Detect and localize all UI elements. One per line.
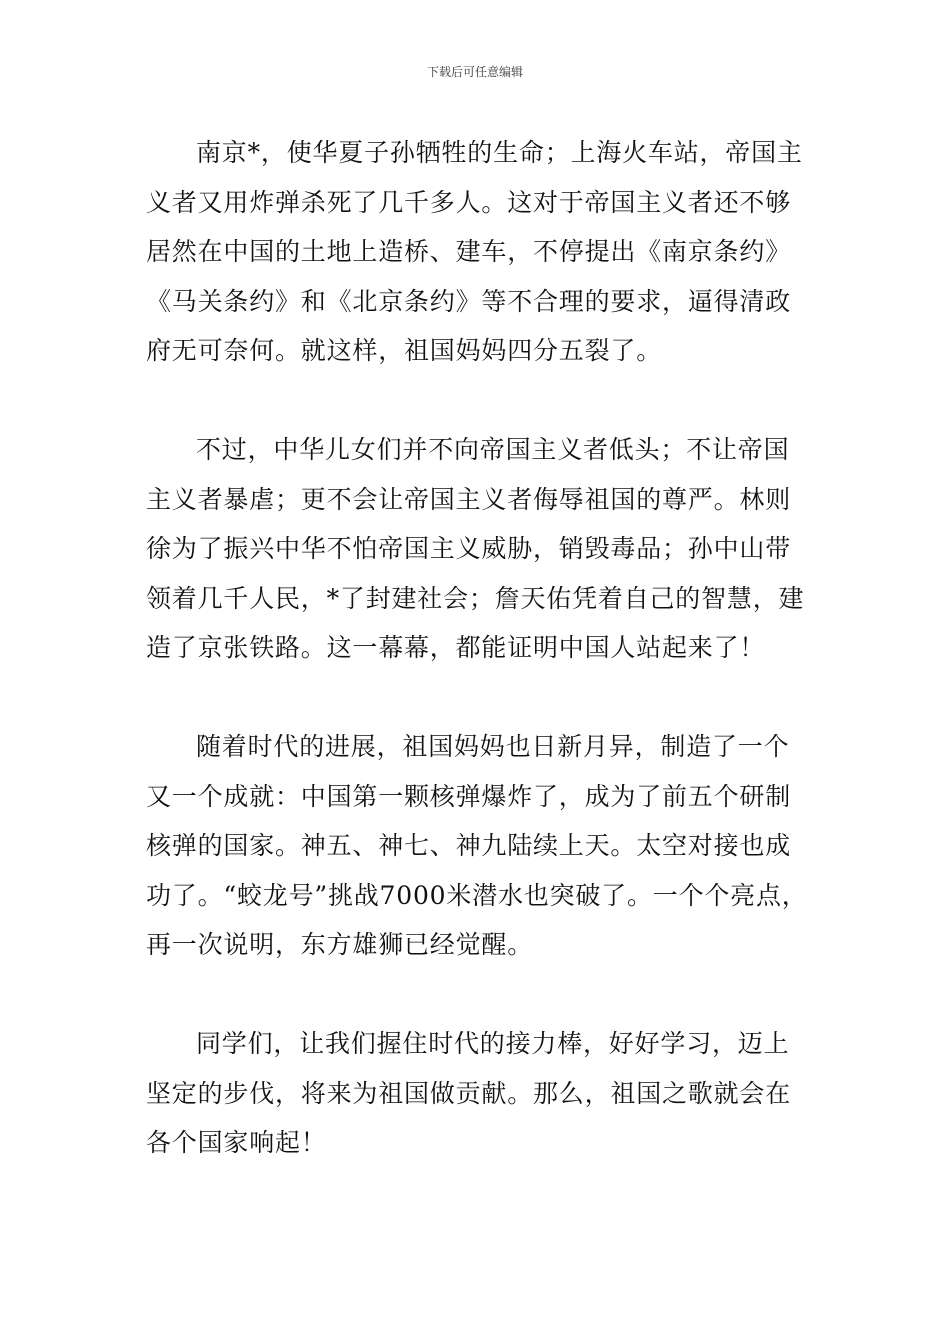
- paragraph-3: [146, 722, 826, 970]
- text-line: 造了京张铁路。这一幕幕，都能证明中国人站起来了！: [146, 633, 766, 662]
- text-line: 主义者暴虐；更不会让帝国主义者侮辱祖国的尊严。林则: [146, 484, 792, 514]
- paragraph-2: [146, 425, 826, 673]
- text-line: 居然在中国的土地上造桥、建车，不停提出《南京条约》: [146, 237, 792, 266]
- document-body: [146, 128, 826, 1168]
- page-header-note: 下载后可任意编辑: [426, 65, 523, 79]
- text-line: 义者又用炸弹杀死了几千多人。这对于帝国主义者还不够: [146, 187, 792, 217]
- text-line: 《马关条约》和《北京条约》等不合理的要求，逼得清政: [146, 286, 792, 316]
- text-line: 府无可奈何。就这样，祖国妈妈四分五裂了。: [146, 336, 663, 365]
- text-line: 徐为了振兴中华不怕帝国主义威胁，销毁毒品；孙中山带: [146, 534, 792, 563]
- text-line: 各个国家响起！: [146, 1128, 327, 1157]
- text-line: 领着几千人民，*了封建社会；詹天佑凭着自己的智慧，建: [146, 583, 805, 613]
- text-line: 不过，中华儿女们并不向帝国主义者低头；不让帝国: [196, 435, 790, 464]
- text-line: 再一次说明，东方雄狮已经觉醒。: [146, 930, 534, 959]
- paragraph-1: [146, 128, 826, 376]
- text-line: 又一个成就：中国第一颗核弹爆炸了，成为了前五个研制: [146, 781, 792, 811]
- text-line: 随着时代的进展，祖国妈妈也日新月异，制造了一个: [196, 732, 790, 761]
- paragraph-4: [146, 1019, 826, 1168]
- text-line: 核弹的国家。神五、神七、神九陆续上天。太空对接也成: [146, 831, 792, 860]
- text-line: 功了。“蛟龙号”挑战7000米潜水也突破了。一个个亮点，: [146, 880, 808, 910]
- text-line: 南京*，使华夏子孙牺牲的生命；上海火车站，帝国主: [196, 138, 803, 167]
- text-line: 坚定的步伐，将来为祖国做贡献。那么，祖国之歌就会在: [146, 1078, 792, 1108]
- text-line: 同学们，让我们握住时代的接力棒，好好学习，迈上: [196, 1029, 790, 1058]
